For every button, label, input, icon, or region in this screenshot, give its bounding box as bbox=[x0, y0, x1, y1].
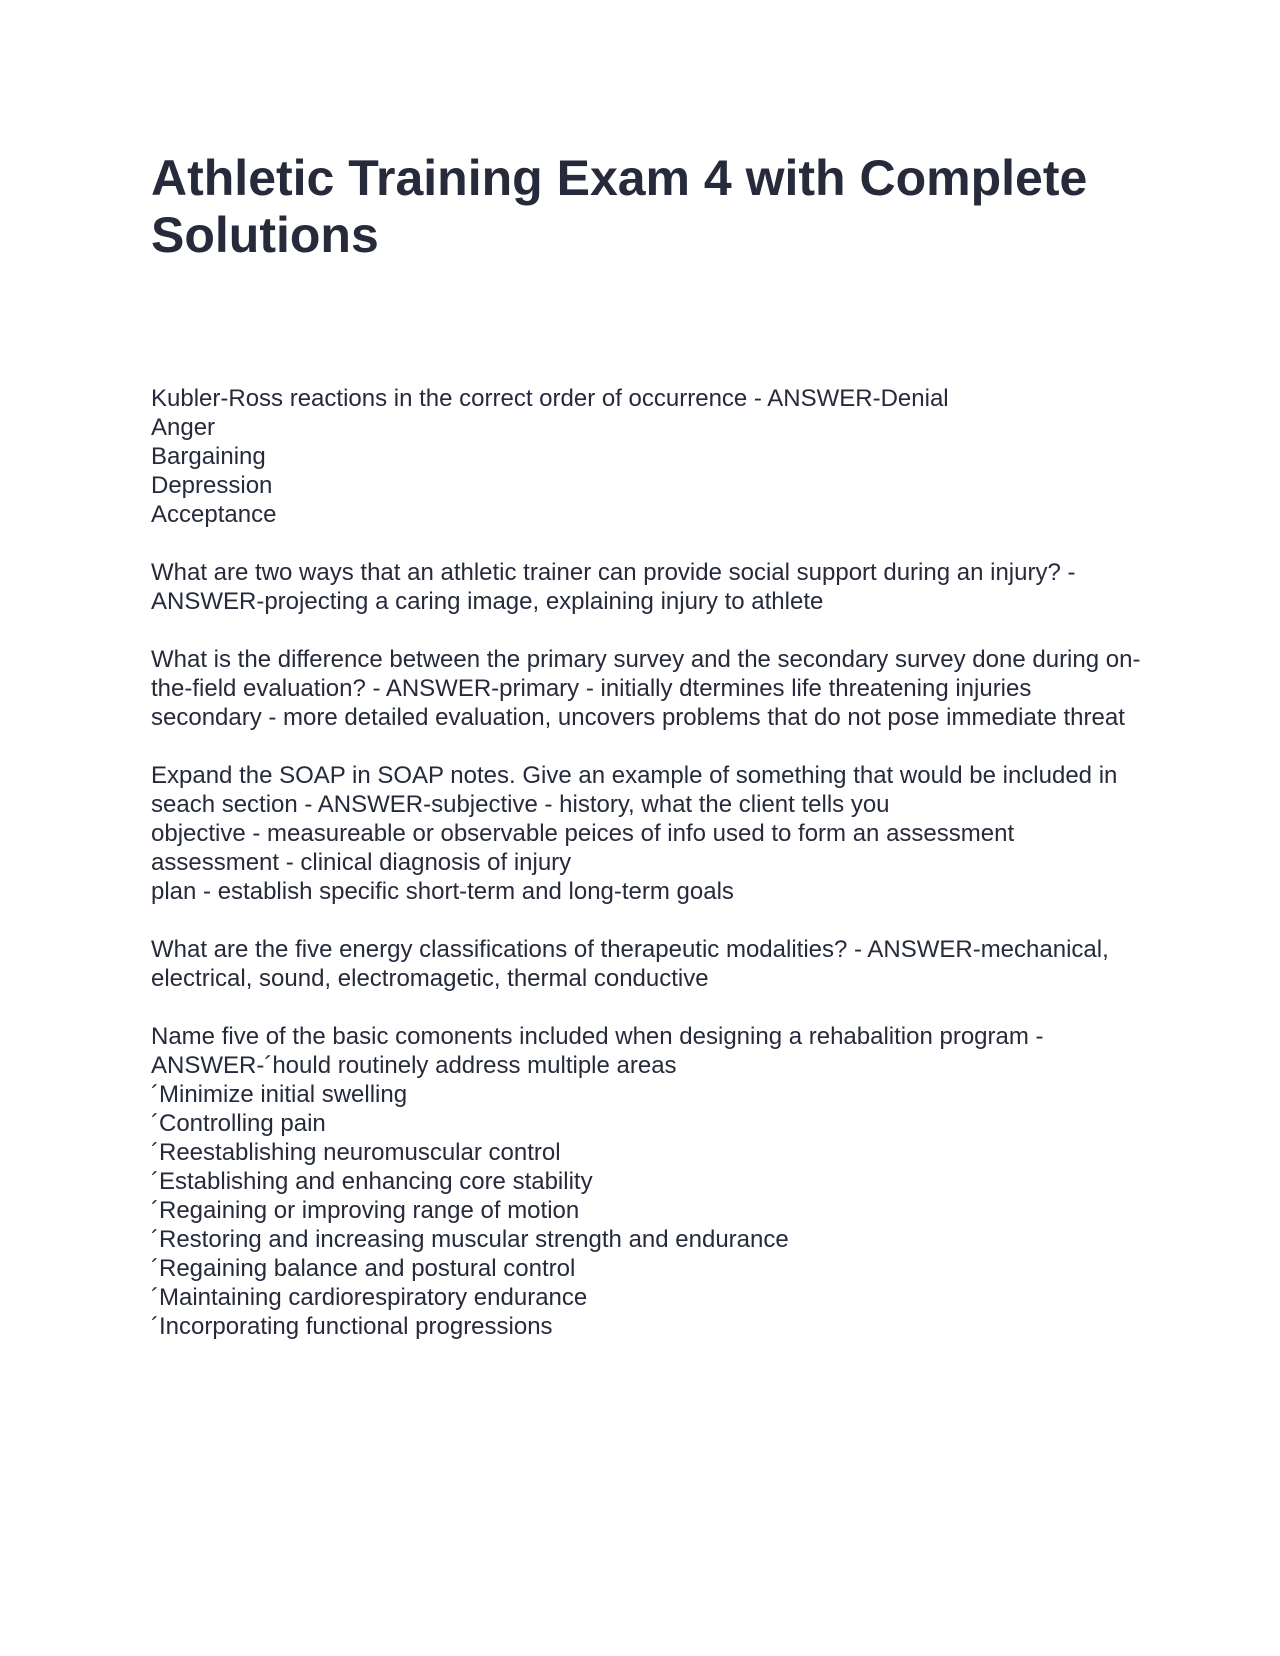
document-title: Athletic Training Exam 4 with Complete Solutions bbox=[151, 150, 1088, 263]
qa-line: plan - establish specific short-term and long-term goals bbox=[151, 878, 734, 905]
document-page bbox=[151, 150, 1141, 1370]
qa-line: What are the five energy classifications of therapeutic modalities? - ANSWER-mechanical, electrical, sound, electromagetic, thermal conductive bbox=[151, 936, 1109, 992]
qa-line: ´Restoring and increasing muscular strength and endurance bbox=[151, 1226, 789, 1253]
qa-line: Expand the SOAP in SOAP notes. Give an example of something that would be included in seach section - ANSWER-subjective - history, what the client tells you bbox=[151, 762, 1118, 818]
qa-item bbox=[151, 761, 1141, 906]
qa-line: secondary - more detailed evaluation, uncovers problems that do not pose immediate threat bbox=[151, 704, 1125, 731]
qa-line: ´Reestablishing neuromuscular control bbox=[151, 1139, 561, 1166]
qa-item bbox=[151, 1022, 1141, 1341]
qa-line: ´Establishing and enhancing core stability bbox=[151, 1168, 593, 1195]
qa-line: Acceptance bbox=[151, 501, 277, 528]
qa-line: Name five of the basic comonents included when designing a rehabalition program - ANSWER-´hould routinely address multiple areas bbox=[151, 1023, 1044, 1079]
qa-line: ´Regaining or improving range of motion bbox=[151, 1197, 580, 1224]
qa-line: ´Maintaining cardiorespiratory endurance bbox=[151, 1284, 588, 1311]
qa-line: Kubler-Ross reactions in the correct order of occurrence - ANSWER-Denial bbox=[151, 385, 949, 412]
qa-line: Bargaining bbox=[151, 443, 266, 470]
qa-line: ´Minimize initial swelling bbox=[151, 1081, 408, 1108]
qa-line: Depression bbox=[151, 472, 273, 499]
qa-line: ´Controlling pain bbox=[151, 1110, 326, 1137]
qa-line: ´Incorporating functional progressions bbox=[151, 1313, 553, 1340]
qa-line: What are two ways that an athletic trainer can provide social support during an injury? - ANSWER-projecting a caring image, explaining injury to athlete bbox=[151, 559, 1076, 615]
qa-line: Anger bbox=[151, 414, 216, 441]
qa-item bbox=[151, 935, 1141, 993]
qa-line: objective - measureable or observable peices of info used to form an assessment bbox=[151, 820, 1015, 847]
qa-item bbox=[151, 645, 1141, 732]
qa-line: assessment - clinical diagnosis of injury bbox=[151, 849, 572, 876]
qa-item bbox=[151, 384, 1141, 529]
qa-line: What is the difference between the primary survey and the secondary survey done during on-the-field evaluation? - ANSWER-primary - initially dtermines life threatening injuries bbox=[151, 646, 1141, 702]
qa-list bbox=[151, 384, 1141, 1341]
qa-item bbox=[151, 558, 1141, 616]
qa-line: ´Regaining balance and postural control bbox=[151, 1255, 576, 1282]
